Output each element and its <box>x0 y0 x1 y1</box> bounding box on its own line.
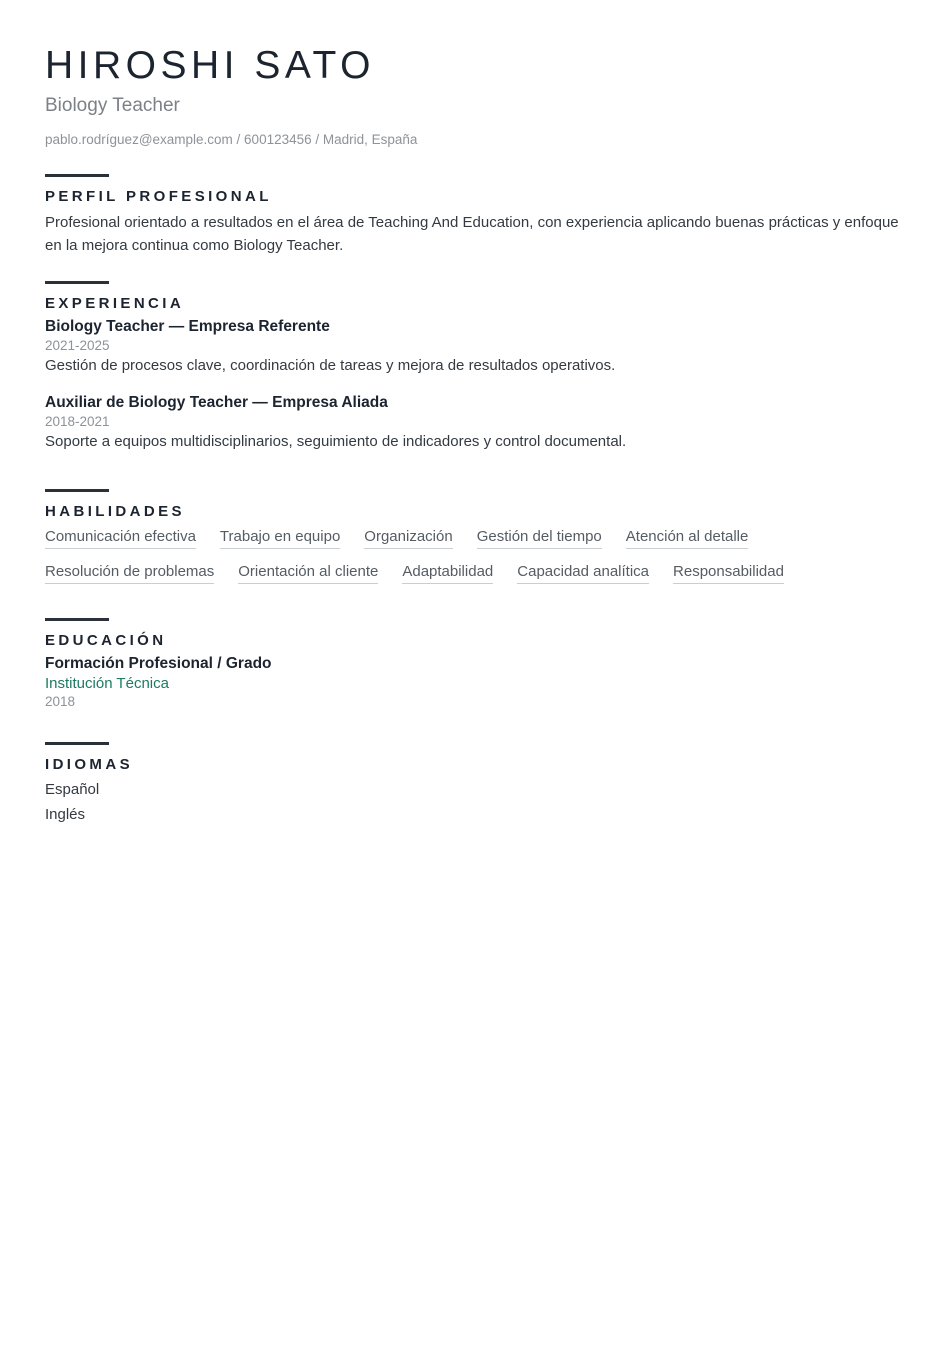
section-languages <box>45 742 907 827</box>
section-title-profile: PERFIL PROFESIONAL <box>45 187 272 205</box>
experience-heading: Biology Teacher — Empresa Referente <box>45 318 330 336</box>
skill-item: Resolución de problemas <box>45 561 214 584</box>
skill-item: Capacidad analítica <box>517 561 649 584</box>
section-skills <box>45 489 907 596</box>
candidate-name: HIROSHI SATO <box>45 44 375 87</box>
skill-item: Organización <box>364 526 452 549</box>
education-year: 2018 <box>45 693 76 709</box>
experience-item <box>45 318 907 377</box>
skill-item: Gestión del tiempo <box>477 526 602 549</box>
section-profile <box>45 174 907 258</box>
section-rule <box>45 489 109 492</box>
experience-dates: 2018-2021 <box>45 413 110 429</box>
experience-description: Soporte a equipos multidisciplinarios, seguimiento de indicadores y control documental. <box>45 432 627 450</box>
section-rule <box>45 281 109 284</box>
contact-line: pablo.rodríguez@example.com / 600123456 / Madrid, España <box>45 131 418 147</box>
education-school: Institución Técnica <box>45 674 169 692</box>
language-item: Inglés <box>45 806 86 824</box>
section-title-languages: IDIOMAS <box>45 755 133 773</box>
profile-text: Profesional orientado a resultados en el área de Teaching And Education, con experiencia aplicando buenas prácticas y enfoque en la mejora continua como Biology Teacher. <box>45 213 899 254</box>
section-experience <box>45 281 907 453</box>
section-title-skills: HABILIDADES <box>45 502 185 520</box>
experience-description: Gestión de procesos clave, coordinación de tareas y mejora de resultados operativos. <box>45 357 616 375</box>
section-title-education: EDUCACIÓN <box>45 631 167 649</box>
education-item <box>45 655 907 709</box>
section-rule <box>45 742 109 745</box>
education-degree: Formación Profesional / Grado <box>45 654 272 672</box>
skill-item: Atención al detalle <box>626 526 749 549</box>
language-item: Español <box>45 780 100 798</box>
skill-item: Adaptabilidad <box>402 561 493 584</box>
section-title-experience: EXPERIENCIA <box>45 295 185 313</box>
skills-list <box>45 526 905 596</box>
experience-item <box>45 394 907 453</box>
section-rule <box>45 174 109 177</box>
skill-item: Orientación al cliente <box>238 561 378 584</box>
resume-header <box>45 44 907 150</box>
experience-heading: Auxiliar de Biology Teacher — Empresa Aliada <box>45 393 388 411</box>
candidate-job-title: Biology Teacher <box>45 94 180 116</box>
section-rule <box>45 618 109 621</box>
skill-item: Comunicación efectiva <box>45 526 196 549</box>
experience-dates: 2021-2025 <box>45 338 110 354</box>
skill-item: Responsabilidad <box>673 561 784 584</box>
section-education <box>45 618 907 709</box>
skill-item: Trabajo en equipo <box>220 526 340 549</box>
